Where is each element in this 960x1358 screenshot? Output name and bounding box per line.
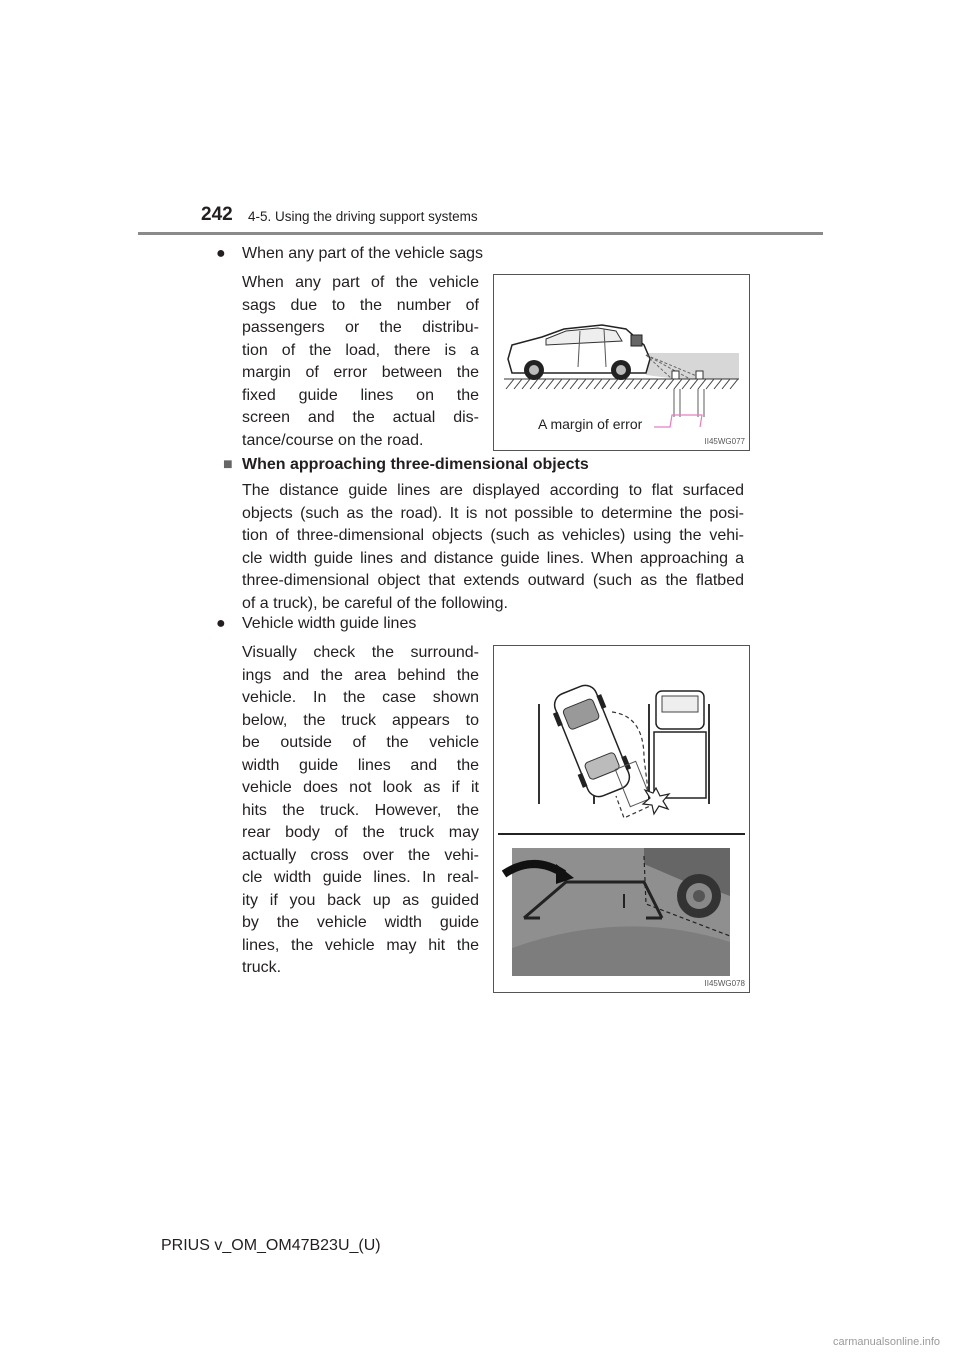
text-line: cle width guide lines and distance guide lines. When approaching a bbox=[242, 549, 744, 567]
text-line: ings and the area behind the bbox=[242, 666, 479, 684]
bullet-vehicle-width bbox=[216, 613, 416, 635]
text-line: by the vehicle width guide bbox=[242, 914, 479, 931]
figure-code: II45WG078 bbox=[704, 979, 745, 988]
text-line: Visually check the surround- bbox=[242, 644, 479, 661]
heading-text: When approaching three-dimensional objects bbox=[242, 456, 589, 473]
three-d-paragraph bbox=[242, 480, 744, 615]
text-line: truck. bbox=[242, 959, 282, 976]
margin-of-error-label: A margin of error bbox=[538, 416, 643, 432]
figure-vehicle-width bbox=[493, 645, 750, 993]
text-line: vehicle does not look as if it bbox=[242, 779, 479, 796]
square-bullet-icon: ■ bbox=[223, 456, 233, 473]
bullet-width-title: Vehicle width guide lines bbox=[242, 615, 417, 632]
text-line: tion of three-dimensional objects (such as vehicles) using the vehi- bbox=[242, 527, 744, 544]
text-line: below, the truck appears to bbox=[242, 711, 479, 729]
width-paragraph bbox=[242, 642, 479, 980]
text-line: margin of error between the bbox=[242, 364, 479, 381]
text-line: sags due to the number of bbox=[242, 296, 479, 314]
vehicle-truck-illustration bbox=[494, 646, 749, 992]
sag-paragraph bbox=[242, 272, 479, 452]
text-line: screen and the actual dis- bbox=[242, 409, 479, 426]
text-line: objects (such as the road). It is not possible to determine the posi- bbox=[242, 504, 744, 522]
bullet-sag bbox=[216, 243, 483, 265]
bullet-dot: ● bbox=[216, 245, 226, 262]
text-line: actually cross over the vehi- bbox=[242, 846, 479, 864]
text-line: of a truck), be careful of the following. bbox=[242, 594, 508, 612]
text-line: vehicle. In the case shown bbox=[242, 689, 479, 706]
text-line: tance/course on the road. bbox=[242, 431, 424, 449]
text-line: width guide lines and the bbox=[242, 756, 479, 774]
text-line: three-dimensional object that extends outward (such as the flatbed bbox=[242, 572, 744, 589]
text-line: passengers or the distribu- bbox=[242, 319, 479, 336]
text-line: ity if you back up as guided bbox=[242, 891, 479, 909]
text-line: tion of the load, there is a bbox=[242, 341, 479, 359]
bullet-dot: ● bbox=[216, 615, 226, 632]
figure-code: II45WG077 bbox=[704, 437, 745, 446]
header-rule bbox=[138, 232, 823, 235]
text-line: The distance guide lines are displayed according to flat surfaced bbox=[242, 482, 744, 499]
page-number: 242 bbox=[201, 204, 233, 225]
section-heading bbox=[223, 454, 589, 476]
section-title: 4-5. Using the driving support systems bbox=[248, 209, 478, 224]
text-line: be outside of the vehicle bbox=[242, 734, 479, 751]
text-line: rear body of the truck may bbox=[242, 824, 479, 841]
text-line: hits the truck. However, the bbox=[242, 801, 479, 819]
text-line: cle width guide lines. In real- bbox=[242, 869, 479, 886]
text-line: When any part of the vehicle bbox=[242, 274, 479, 291]
text-line: lines, the vehicle may hit the bbox=[242, 936, 479, 954]
watermark: carmanualsonline.info bbox=[832, 1336, 940, 1348]
text-line: fixed guide lines on the bbox=[242, 386, 479, 404]
document-id: PRIUS v_OM_OM47B23U_(U) bbox=[161, 1237, 381, 1254]
bullet-sag-title: When any part of the vehicle sags bbox=[242, 245, 484, 262]
figure-vehicle-sag bbox=[493, 274, 750, 451]
